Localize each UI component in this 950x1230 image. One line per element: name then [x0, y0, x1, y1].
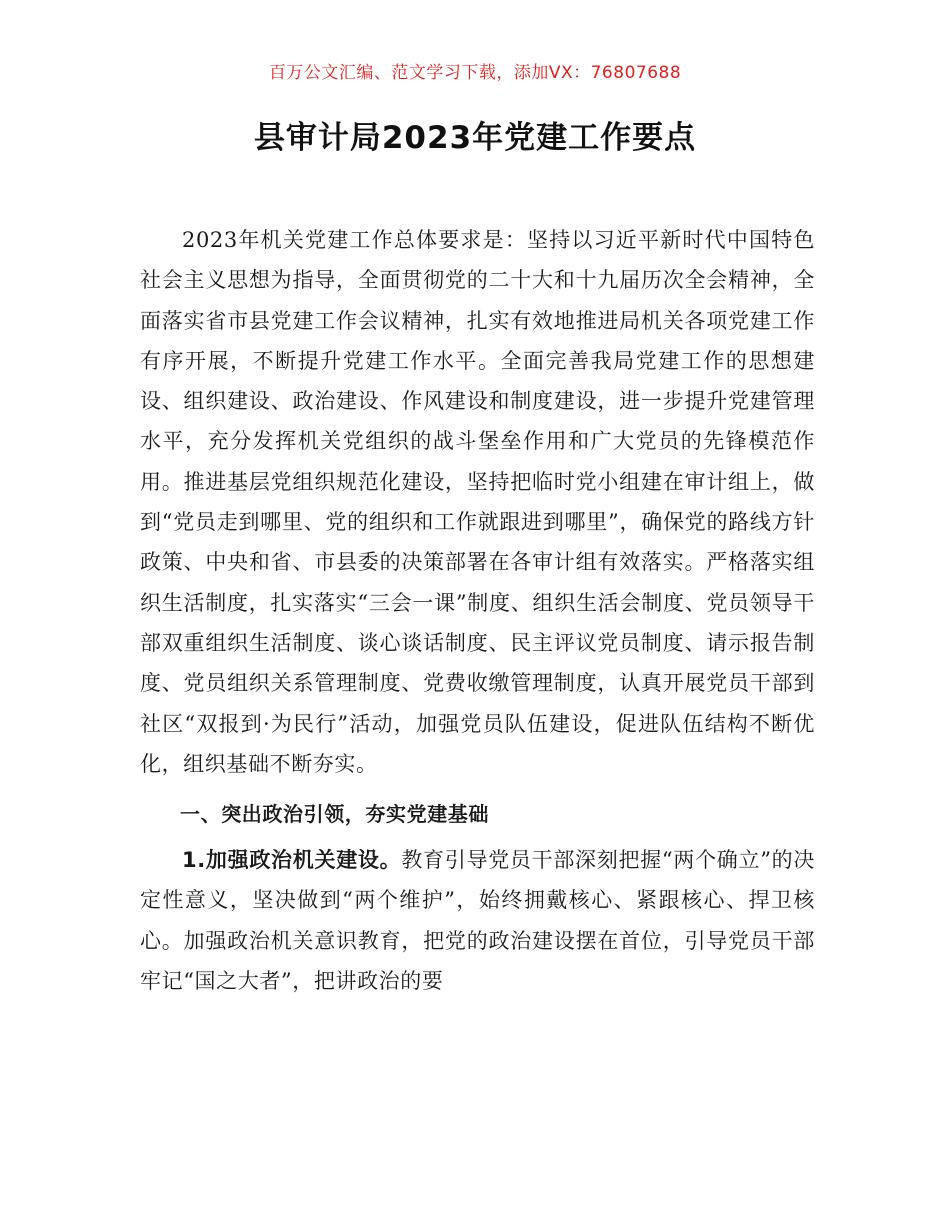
document-title: 县审计局2023年党建工作要点: [253, 120, 697, 156]
intro-paragraph: 2023年机关党建工作总体要求是：坚持以习近平新时代中国特色社会主义思想为指导，全面贯彻党的二十大和十九届历次全会精神，全面落实省市县党建工作会议精神，扎实有效地推进局机关各项党建工作有序开展，不断提升党建工作水平。全面完善我局党建工作的思想建设、组织建设、政治建设、作风建设和制度建设，进一步提升党建管理水平，充分发挥机关党组织的战斗堡垒作用和广大党员的先锋模范作用。推进基层党组织规范化建设，坚持把临时党小组建在审计组上，做到“党员走到哪里、党的组织和工作就跟进到哪里”，确保党的路线方针政策、中央和省、市县委的决策部署在各审计组有效落实。严格落实组织生活制度，扎实落实“三会一课”制度、组织生活会制度、党员领导干部双重组织生活制度、谈心谈话制度、民主评议党员制度、请示报告制度、党员组织关系管理制度、党费收缴管理制度，认真开展党员干部到社区“双报到·为民行”活动，加强党员队伍建设，促进队伍结构不断优化，组织基础不断夯实。: [140, 228, 815, 776]
section-heading-1: 一、突出政治引领，夯实党建基础: [180, 802, 489, 827]
section-1-item-1: [140, 840, 815, 1001]
item-1-text: 教育引导党员干部深刻把握“两个确立”的决定性意义，坚决做到“两个维护”，始终拥戴核心、紧跟核心、捍卫核心。加强政治机关意识教育，把党的政治建设摆在首位，引导党员干部牢记“国之大者”，把讲政治的要: [140, 848, 815, 994]
header-watermark-note: 百万公文汇编、范文学习下载，添加VX：76807688: [268, 63, 682, 83]
document-body: [140, 220, 815, 1001]
item-1-lead: 1.加强政治机关建设。: [182, 848, 402, 873]
